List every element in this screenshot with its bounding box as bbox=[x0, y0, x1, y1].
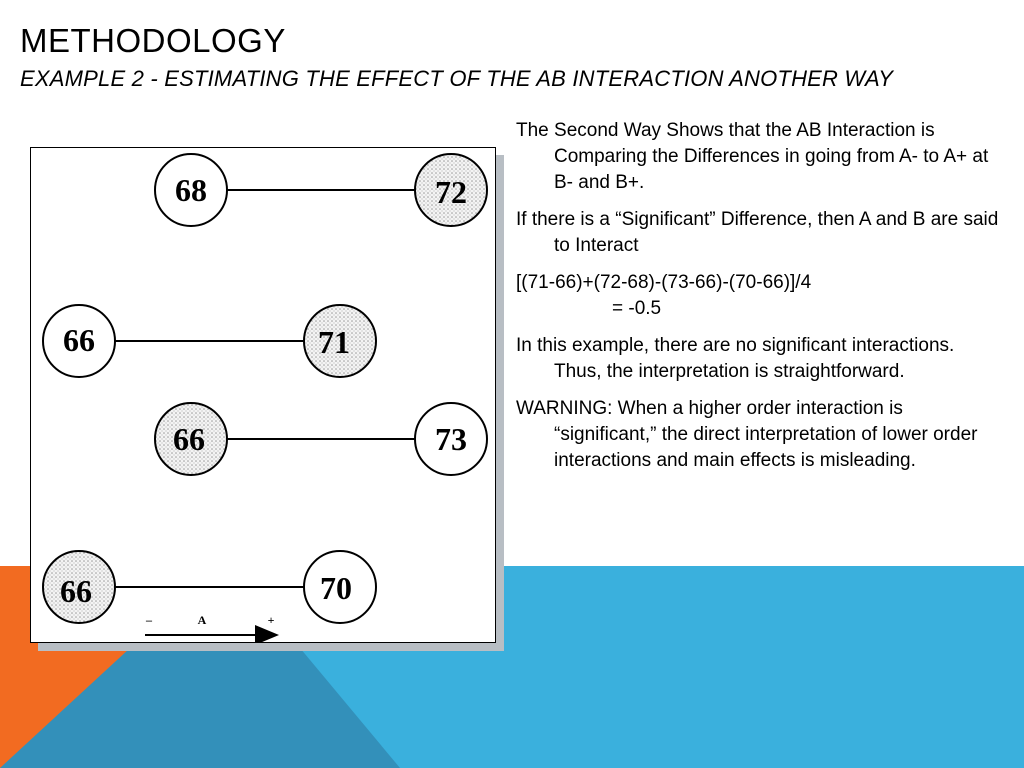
title-block bbox=[20, 22, 893, 93]
bullet-item: The Second Way Shows that the AB Interaction is Comparing the Differences in going from A- to A+ at B- and B+. bbox=[516, 120, 989, 193]
node-value: 71 bbox=[318, 324, 350, 360]
node-value: 66 bbox=[63, 322, 95, 358]
node-value: 68 bbox=[175, 172, 207, 208]
node-66-c bbox=[43, 551, 115, 623]
slide-subtitle: EXAMPLE 2 - ESTIMATING THE EFFECT OF THE AB INTERACTION ANOTHER WAY bbox=[20, 66, 894, 91]
axis-plus-label: + bbox=[267, 613, 275, 627]
bullet-item-equation bbox=[516, 270, 1006, 322]
node-70 bbox=[304, 551, 376, 623]
diagram-svg bbox=[31, 148, 495, 642]
slide-title: METHODOLOGY bbox=[20, 22, 286, 59]
node-73 bbox=[415, 403, 487, 475]
node-68 bbox=[155, 154, 227, 226]
axis-a-label: A bbox=[197, 613, 207, 627]
diagram-frame bbox=[30, 147, 496, 643]
node-value: 72 bbox=[435, 174, 467, 210]
bullet-item: WARNING: When a higher order interaction is “significant,” the direct interpretation of lower order interactions and main effects is misleading. bbox=[516, 398, 978, 471]
node-value: 70 bbox=[320, 570, 352, 606]
node-72 bbox=[415, 154, 487, 226]
node-value: 73 bbox=[435, 421, 467, 457]
node-66-a bbox=[43, 305, 115, 377]
equation-text: [(71-66)+(72-68)-(73-66)-(70-66)]/4 bbox=[516, 272, 812, 293]
node-value: 66 bbox=[60, 573, 92, 609]
node-71 bbox=[304, 305, 376, 377]
factor-a-axis bbox=[145, 613, 275, 635]
bullet-list bbox=[516, 118, 1006, 485]
bullet-item: If there is a “Significant” Difference, then A and B are said to Interact bbox=[516, 209, 999, 256]
equation-result: = -0.5 bbox=[612, 298, 662, 319]
node-value: 66 bbox=[173, 421, 205, 457]
axis-minus-label: – bbox=[146, 613, 152, 627]
node-66-b bbox=[155, 403, 227, 475]
bullet-item: In this example, there are no significant interactions. Thus, the interpretation is straightforward. bbox=[516, 335, 955, 382]
